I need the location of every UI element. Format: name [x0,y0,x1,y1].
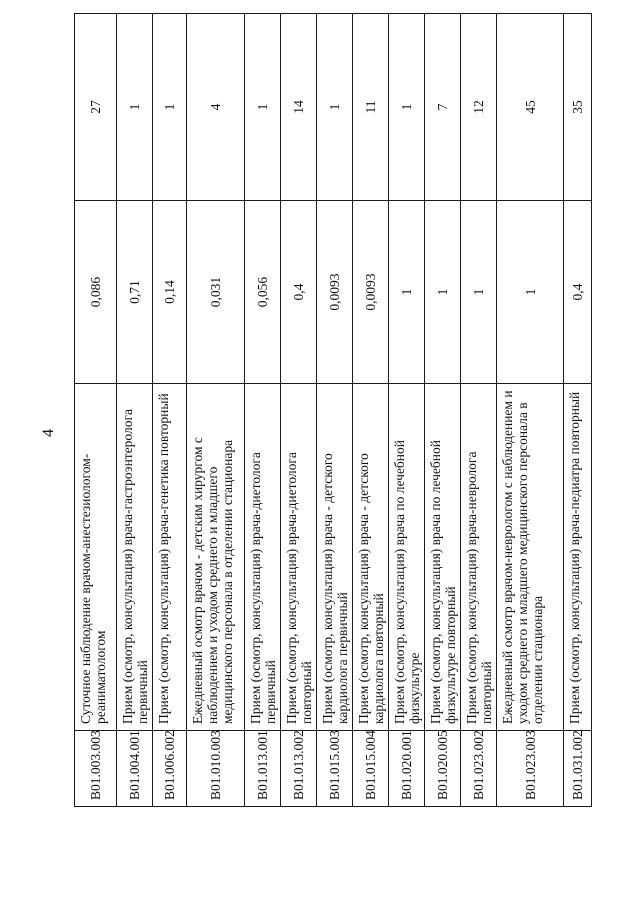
service-multiplicity: 1 [245,14,281,201]
service-multiplicity: 1 [117,14,153,201]
service-code: B01.006.002 [153,731,187,807]
service-code: B01.023.002 [461,731,497,807]
service-code: B01.013.001 [245,731,281,807]
table-row [389,14,425,807]
table-row [497,14,564,807]
service-code: B01.031.002 [564,731,592,807]
table-row [461,14,497,807]
service-frequency: 0,4 [281,201,317,384]
table-row [281,14,317,807]
table-row [117,14,153,807]
service-multiplicity: 4 [187,14,245,201]
service-name: Прием (осмотр, консультация) врача - детского кардиолога первичный [317,384,353,731]
services-table-rotated [74,14,585,807]
table-row [187,14,245,807]
service-multiplicity: 1 [317,14,353,201]
table-row [353,14,389,807]
table-row [153,14,187,807]
service-name: Суточное наблюдение врачом-анестезиологом-реаниматологом [75,384,117,731]
service-multiplicity: 35 [564,14,592,201]
service-name: Прием (осмотр, консультация) врача по лечебной физкультуре [389,384,425,731]
service-frequency: 0,0093 [317,201,353,384]
services-table [74,13,592,807]
service-frequency: 0,0093 [353,201,389,384]
service-code: B01.013.002 [281,731,317,807]
service-code: B01.020.001 [389,731,425,807]
service-code: B01.015.003 [317,731,353,807]
table-row [317,14,353,807]
service-code: B01.003.003 [75,731,117,807]
service-code: B01.010.003 [187,731,245,807]
service-frequency: 0,14 [153,201,187,384]
service-name: Прием (осмотр, консультация) врача-невролога повторный [461,384,497,731]
service-name: Ежедневный осмотр врачом-неврологом с наблюдением и уходом среднего и младшего медицинского персонала в отделении стационара [497,384,564,731]
service-name: Прием (осмотр, консультация) врача - детского кардиолога повторный [353,384,389,731]
service-code: B01.004.001 [117,731,153,807]
service-multiplicity: 14 [281,14,317,201]
service-frequency: 1 [425,201,461,384]
service-name: Прием (осмотр, консультация) врача-генетика повторный [153,384,187,731]
table-row [425,14,461,807]
service-frequency: 0,056 [245,201,281,384]
service-multiplicity: 11 [353,14,389,201]
service-frequency: 0,086 [75,201,117,384]
service-frequency: 0,71 [117,201,153,384]
table-row [245,14,281,807]
service-code: B01.015.004 [353,731,389,807]
service-multiplicity: 45 [497,14,564,201]
service-frequency: 1 [461,201,497,384]
service-multiplicity: 1 [153,14,187,201]
service-code: B01.023.003 [497,731,564,807]
service-name: Ежедневный осмотр врачом - детским хирургом с наблюдением и уходом среднего и младшего медицинского персонала в отделении стационара [187,384,245,731]
service-multiplicity: 1 [389,14,425,201]
service-multiplicity: 27 [75,14,117,201]
service-code: B01.020.005 [425,731,461,807]
services-table-body [75,14,592,807]
page-number: 4 [40,429,57,437]
service-name: Прием (осмотр, консультация) врача-педиатра повторный [564,384,592,731]
service-frequency: 0,4 [564,201,592,384]
service-name: Прием (осмотр, консультация) врача-гастроэнтеролога первичный [117,384,153,731]
service-multiplicity: 12 [461,14,497,201]
service-multiplicity: 7 [425,14,461,201]
table-row [75,14,117,807]
services-table-container [74,14,585,807]
table-row [564,14,592,807]
service-frequency: 1 [497,201,564,384]
service-name: Прием (осмотр, консультация) врача-диетолога первичный [245,384,281,731]
service-name: Прием (осмотр, консультация) врача-диетолога повторный [281,384,317,731]
service-name: Прием (осмотр, консультация) врача по лечебной физкультуре повторный [425,384,461,731]
service-frequency: 0,031 [187,201,245,384]
service-frequency: 1 [389,201,425,384]
